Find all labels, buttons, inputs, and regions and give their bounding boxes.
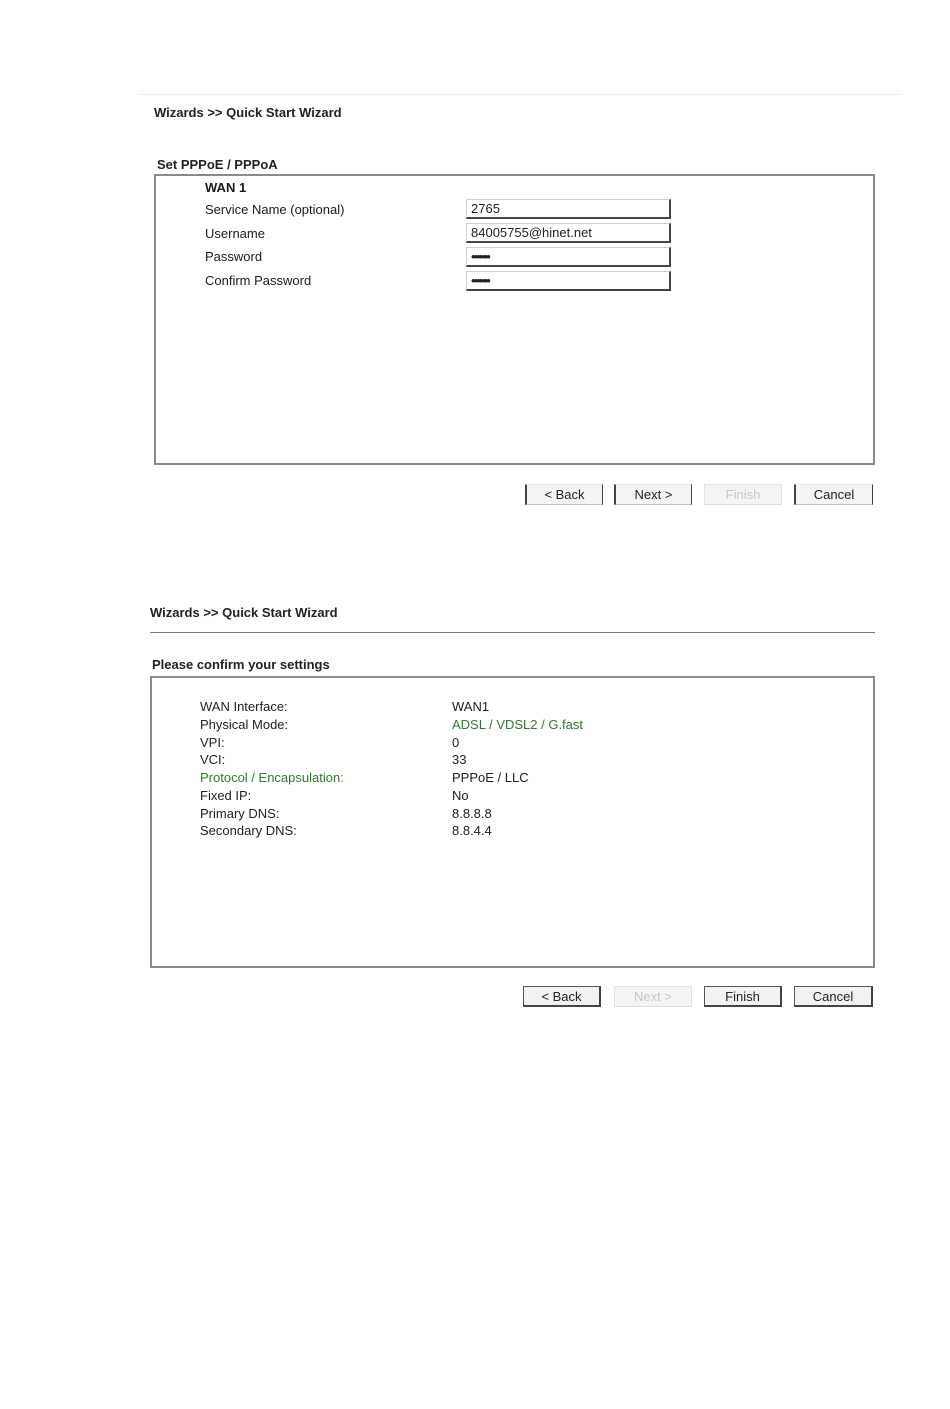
section-title: Set PPPoE / PPPoA <box>157 157 278 172</box>
vpi-label: VPI: <box>200 735 225 750</box>
service-name-input[interactable]: 2765 <box>466 199 671 219</box>
back-button[interactable]: < Back <box>523 986 601 1007</box>
password-label: Password <box>205 249 263 264</box>
confirm-password-input[interactable]: ••••••• <box>466 271 671 291</box>
secondary-dns-label: Secondary DNS: <box>200 823 297 838</box>
breadcrumb: Wizards >> Quick Start Wizard <box>150 605 338 620</box>
primary-dns-value: 8.8.8.8 <box>452 806 492 821</box>
vci-label: VCI: <box>200 752 226 767</box>
password-input[interactable]: ••••••• <box>466 247 671 267</box>
physical-mode-value: ADSL / VDSL2 / G.fast <box>452 717 584 732</box>
next-button[interactable]: Next > <box>614 484 692 505</box>
cancel-button[interactable]: Cancel <box>794 484 873 505</box>
finish-button[interactable]: Finish <box>704 484 782 505</box>
header-divider <box>150 632 875 633</box>
fixed-ip-value: No <box>452 788 469 803</box>
protocol-encapsulation-value: PPPoE / LLC <box>452 770 529 785</box>
next-button[interactable]: Next > <box>614 986 692 1007</box>
primary-dns-label: Primary DNS: <box>200 806 280 821</box>
section-title: Please confirm your settings <box>152 657 330 672</box>
service-name-label: Service Name (optional) <box>205 202 345 217</box>
wan-interface-value: WAN1 <box>452 699 490 714</box>
confirm-password-label: Confirm Password <box>205 273 312 288</box>
back-button[interactable]: < Back <box>525 484 603 505</box>
protocol-encapsulation-label: Protocol / Encapsulation: <box>200 770 344 785</box>
cancel-button[interactable]: Cancel <box>794 986 873 1007</box>
secondary-dns-value: 8.8.4.4 <box>452 823 492 838</box>
breadcrumb: Wizards >> Quick Start Wizard <box>154 105 342 120</box>
wan-interface-label: WAN Interface: <box>200 699 288 714</box>
vci-value: 33 <box>452 752 467 767</box>
vpi-value: 0 <box>452 735 460 750</box>
finish-button[interactable]: Finish <box>704 986 782 1007</box>
username-input[interactable]: 84005755@hinet.net <box>466 223 671 243</box>
physical-mode-label: Physical Mode: <box>200 717 289 732</box>
top-divider <box>140 94 900 95</box>
fixed-ip-label: Fixed IP: <box>200 788 252 803</box>
wan-label: WAN 1 <box>205 180 247 195</box>
username-label: Username <box>205 226 265 241</box>
